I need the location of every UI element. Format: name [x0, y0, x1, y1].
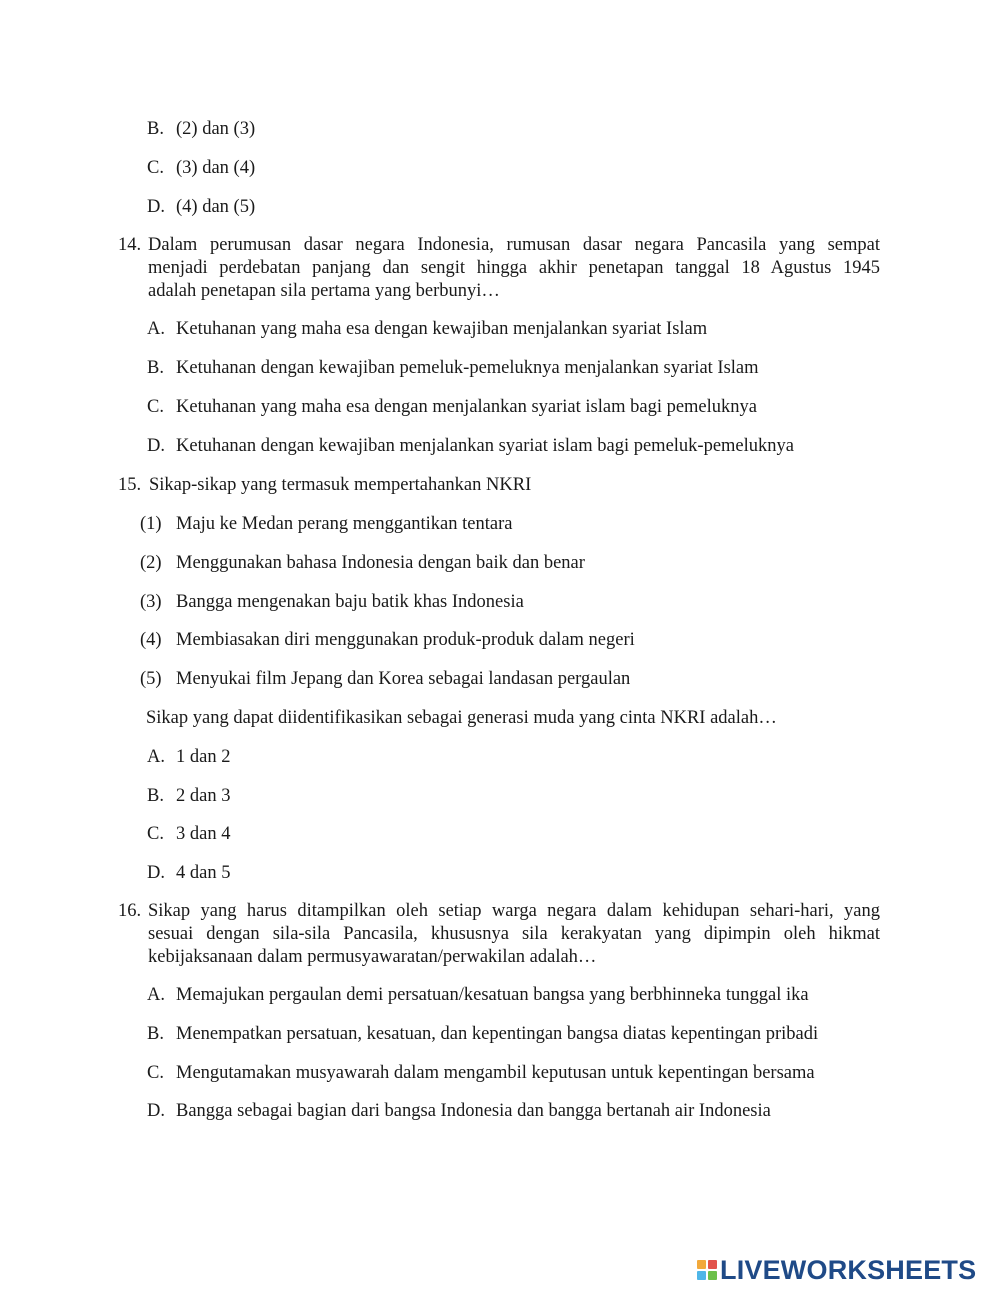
option-letter: D.: [147, 863, 165, 883]
option-letter: C.: [147, 1063, 164, 1083]
question-line: Dalam perumusan dasar negara Indonesia, rumusan dasar negara Pancasila yang sempat: [148, 235, 880, 255]
option-text: Ketuhanan yang maha esa dengan menjalankan syariat islam bagi pemeluknya: [176, 397, 757, 417]
option-letter: C.: [147, 824, 164, 844]
option-text: (2) dan (3): [176, 119, 256, 139]
option-letter: A.: [147, 747, 165, 767]
option-text: 2 dan 3: [176, 786, 231, 806]
option-text: Mengutamakan musyawarah dalam mengambil keputusan untuk kepentingan bersama: [176, 1063, 815, 1083]
option-text: Memajukan pergaulan demi persatuan/kesatuan bangsa yang berbhinneka tunggal ika: [176, 985, 809, 1005]
q15-number: 15.: [118, 475, 142, 495]
option-text: Ketuhanan yang maha esa dengan kewajiban menjalankan syariat Islam: [176, 319, 708, 339]
statement-text: Membiasakan diri menggunakan produk-produk dalam negeri: [176, 630, 635, 650]
statement-number: (5): [140, 669, 162, 689]
q16-question-text: [148, 900, 880, 969]
option-letter: C.: [147, 158, 164, 178]
option-text: Bangga sebagai bagian dari bangsa Indonesia dan bangga bertanah air Indonesia: [176, 1101, 771, 1121]
statement-text: Menyukai film Jepang dan Korea sebagai landasan pergaulan: [176, 669, 631, 689]
option-letter: B.: [147, 358, 164, 378]
statement-text: Bangga mengenakan baju batik khas Indonesia: [176, 592, 524, 612]
q14-question-text: [148, 234, 880, 303]
option-letter: B.: [147, 119, 164, 139]
option-text: 4 dan 5: [176, 863, 231, 883]
liveworksheets-logo[interactable]: [697, 1255, 976, 1285]
option-letter: A.: [147, 985, 165, 1005]
question-line: kebijaksanaan dalam permusyawaratan/perwakilan adalah…: [148, 947, 597, 967]
question-line: adalah penetapan sila pertama yang berbunyi…: [148, 281, 500, 301]
option-text: (3) dan (4): [176, 158, 256, 178]
option-letter: B.: [147, 1024, 164, 1044]
logo-blocks-icon: [697, 1260, 717, 1280]
statement-text: Maju ke Medan perang menggantikan tentara: [176, 514, 513, 534]
q16-number: 16.: [118, 901, 142, 921]
question-line: sesuai dengan sila-sila Pancasila, khususnya sila kerakyatan yang dipimpin oleh hikmat: [148, 924, 880, 944]
option-text: 3 dan 4: [176, 824, 231, 844]
option-letter: A.: [147, 319, 165, 339]
logo-block: [697, 1271, 706, 1280]
question-line: menjadi perdebatan panjang dan sengit hingga akhir penetapan tanggal 18 Agustus 1945: [148, 258, 880, 278]
q15-question-text: Sikap-sikap yang termasuk mempertahankan NKRI: [149, 475, 532, 495]
logo-block: [708, 1260, 717, 1269]
logo-block: [697, 1260, 706, 1269]
option-text: (4) dan (5): [176, 197, 256, 217]
option-letter: D.: [147, 197, 165, 217]
option-text: Ketuhanan dengan kewajiban menjalankan syariat islam bagi pemeluk-pemeluknya: [176, 436, 794, 456]
prompt-text: Sikap yang dapat diidentifikasikan sebagai generasi muda yang cinta NKRI adalah…: [146, 708, 777, 728]
option-letter: D.: [147, 436, 165, 456]
option-letter: C.: [147, 397, 164, 417]
option-text: Ketuhanan dengan kewajiban pemeluk-pemeluknya menjalankan syariat Islam: [176, 358, 759, 378]
option-letter: B.: [147, 786, 164, 806]
option-letter: D.: [147, 1101, 165, 1121]
logo-text: LIVEWORKSHEETS: [720, 1254, 977, 1285]
question-line: Sikap yang harus ditampilkan oleh setiap warga negara dalam kehidupan sehari-hari, yang: [148, 901, 880, 921]
statement-number: (1): [140, 514, 162, 534]
option-text: 1 dan 2: [176, 747, 231, 767]
statement-number: (3): [140, 592, 162, 612]
logo-block: [708, 1271, 717, 1280]
q15-prompt: [146, 707, 777, 729]
statement-text: Menggunakan bahasa Indonesia dengan baik dan benar: [176, 553, 585, 573]
q14-number: 14.: [118, 235, 142, 255]
statement-number: (2): [140, 553, 162, 573]
option-text: Menempatkan persatuan, kesatuan, dan kepentingan bangsa diatas kepentingan pribadi: [176, 1024, 819, 1044]
statement-number: (4): [140, 630, 162, 650]
